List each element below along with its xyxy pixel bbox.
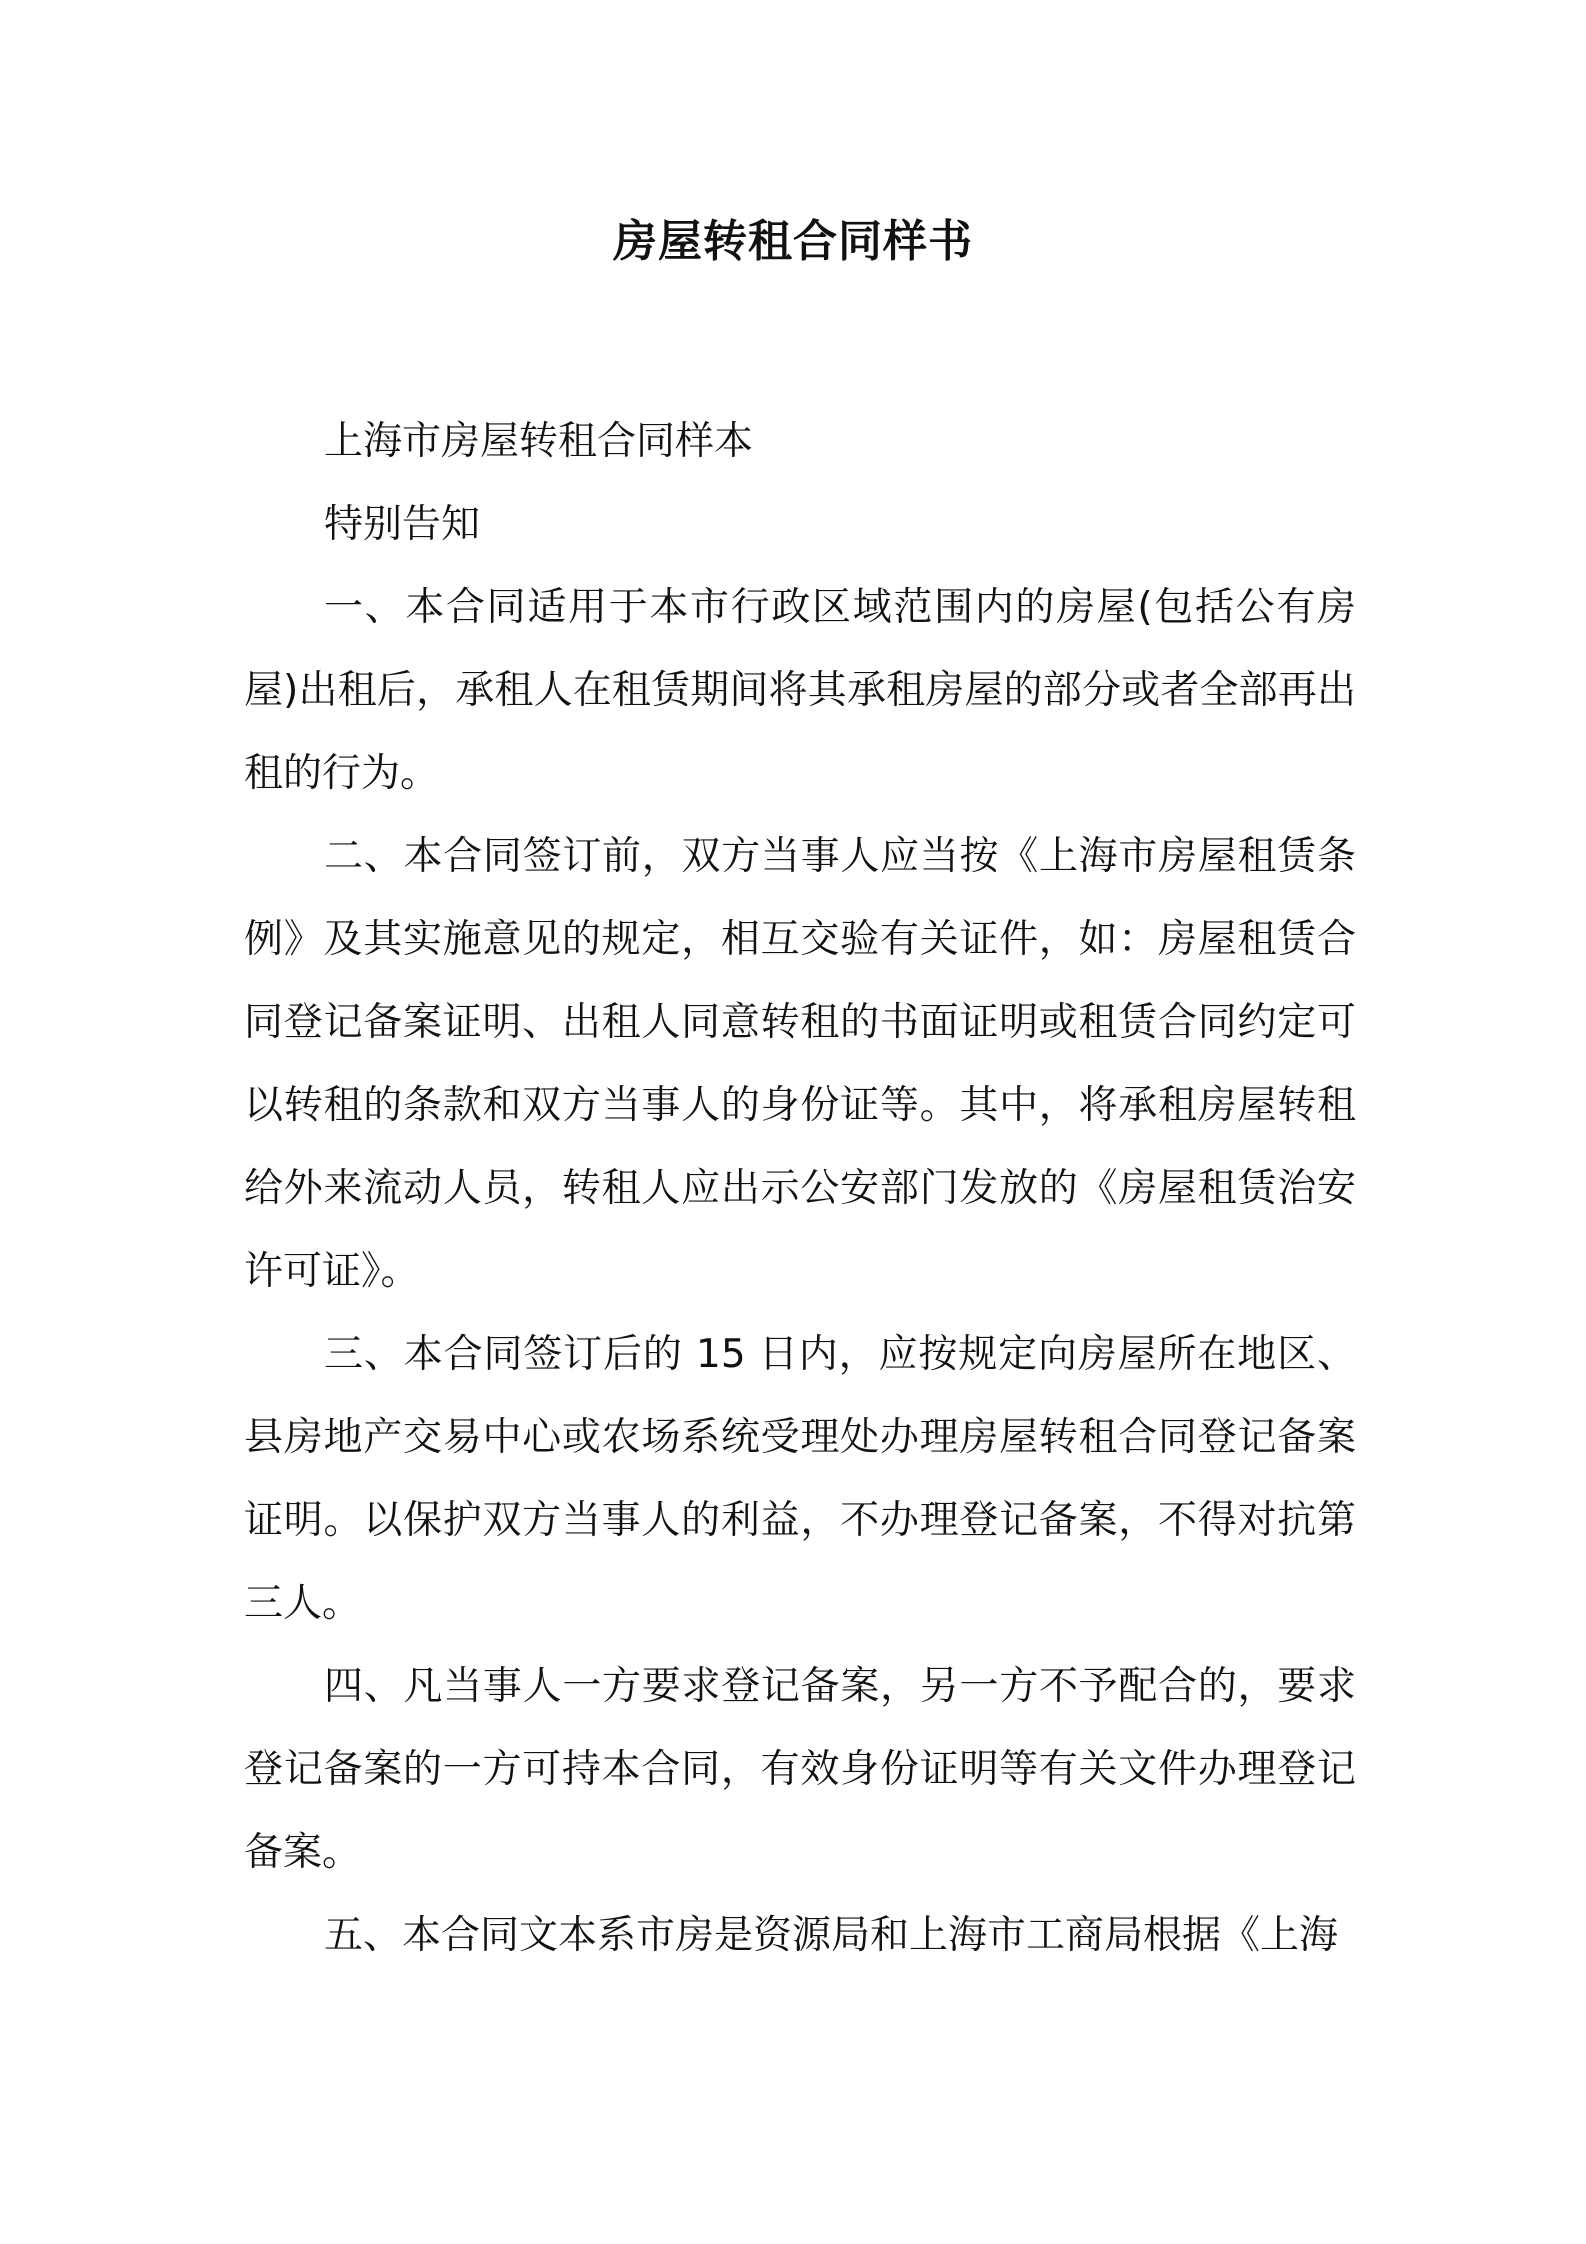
paragraph-special-notice: 特别告知 <box>324 502 481 547</box>
paragraph-clause-1: 一、本合同适用于本市行政区域范围内的房屋(包括公有房屋)出租后，承租人在租赁期间将其承租房屋的部分或者全部再出租的行为。 <box>244 585 1356 796</box>
paragraph-clause-3: 三、本合同签订后的 15 日内，应按规定向房屋所在地区、县房地产交易中心或农场系统受理处办理房屋转租合同登记备案证明。以保护双方当事人的利益，不办理登记备案，不得对抗第三人。 <box>244 1332 1356 1626</box>
paragraph-clause-4: 四、凡当事人一方要求登记备案，另一方不予配合的，要求登记备案的一方可持本合同，有效身份证明等有关文件办理登记备案。 <box>244 1664 1356 1875</box>
paragraph-clause-2: 二、本合同签订前，双方当事人应当按《上海市房屋租赁条例》及其实施意见的规定，相互交验有关证件，如：房屋租赁合同登记备案证明、出租人同意转租的书面证明或租赁合同约定可以转租的条款和双方当事人的身份证等。其中，将承租房屋转租给外来流动人员，转租人应出示公安部门发放的《房屋租赁治安许可证》。 <box>244 834 1356 1294</box>
paragraph-subtitle: 上海市房屋转租合同样本 <box>324 419 754 464</box>
document-body <box>244 400 1356 1977</box>
document-title: 房屋转租合同样书 <box>613 216 973 267</box>
paragraph-clause-5: 五、本合同文本系市房是资源局和上海市工商局根据《上海 <box>324 1913 1339 1958</box>
